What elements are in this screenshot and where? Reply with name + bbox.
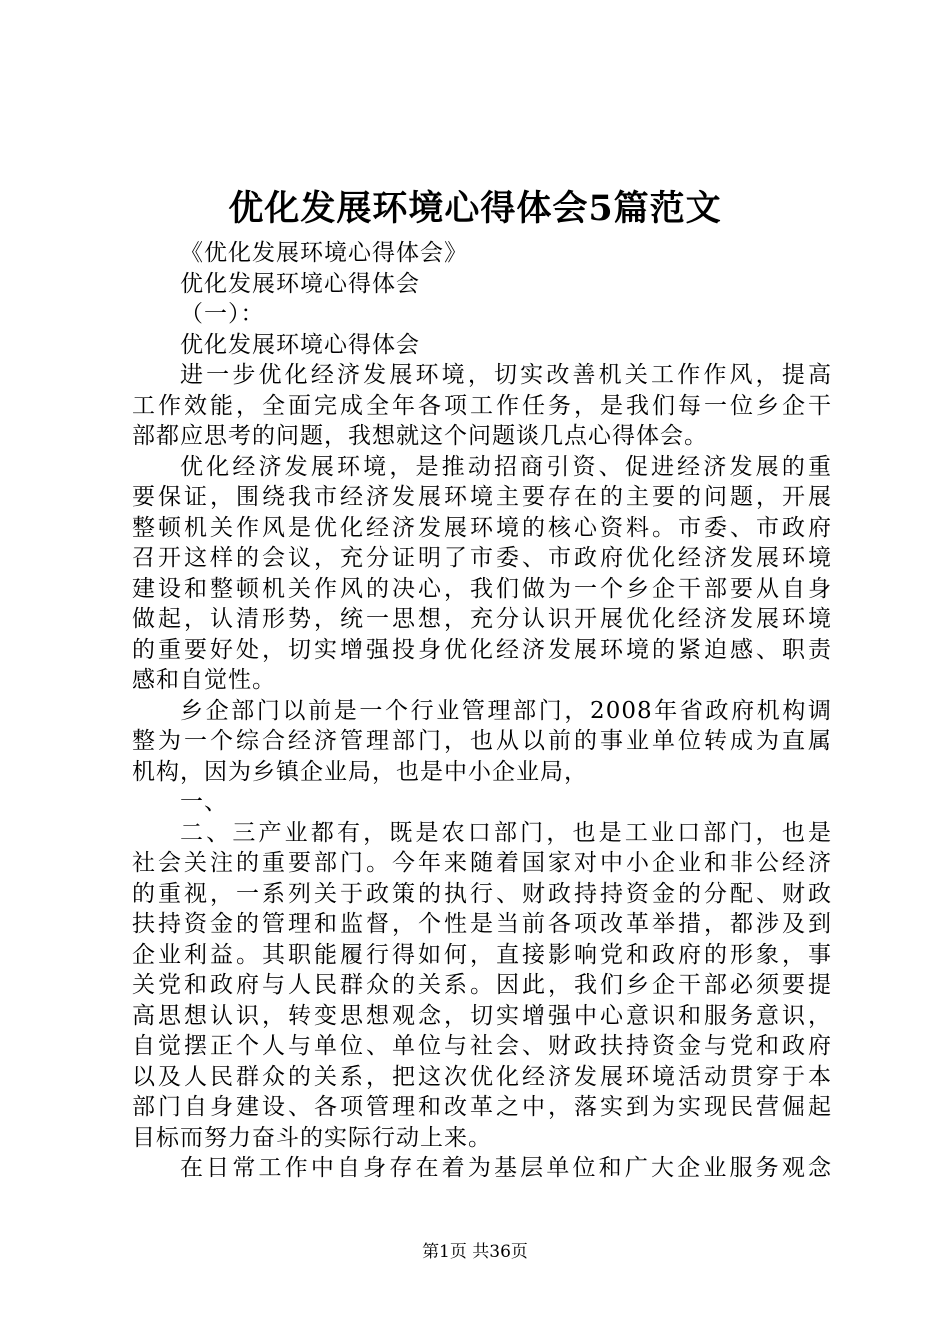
text-line: 二、三产业都有，既是农口部门，也是工业口部门，也是 bbox=[180, 819, 832, 846]
text-line: 优化发展环境心得体会 bbox=[180, 270, 420, 297]
text-line: 企业利益。其职能履行得如何，直接影响党和政府的形象，事 bbox=[132, 941, 832, 968]
text-line: 在日常工作中自身存在着为基层单位和广大企业服务观念 bbox=[180, 1155, 832, 1181]
text-line: （一）： bbox=[180, 301, 265, 327]
text-line: 《优化发展环境心得体会》 bbox=[180, 240, 468, 266]
text-line: 部门自身建设、各项管理和改革之中，落实到为实现民营倔起 bbox=[132, 1094, 832, 1120]
text-line: 工作效能，全面完成全年各项工作任务，是我们每一位乡企干 bbox=[132, 392, 832, 419]
text-line: 机构，因为乡镇企业局，也是中小企业局， bbox=[132, 758, 588, 785]
text-line: 做起，认清形势，统一思想，充分认识开展优化经济发展环境 bbox=[132, 606, 832, 632]
text-line: 建设和整顿机关作风的决心，我们做为一个乡企干部要从自身 bbox=[132, 575, 832, 602]
text-line: 召开这样的会议，充分证明了市委、市政府优化经济发展环境 bbox=[132, 545, 832, 571]
text-line: 一、 bbox=[180, 789, 228, 815]
text-line: 部都应思考的问题，我想就这个问题谈几点心得体会。 bbox=[132, 423, 708, 449]
text-line: 要保证，围绕我市经济发展环境主要存在的主要的问题，开展 bbox=[132, 484, 832, 510]
text-line: 感和自觉性。 bbox=[132, 667, 276, 693]
text-line: 自觉摆正个人与单位、单位与社会、财政扶持资金与党和政府 bbox=[132, 1033, 832, 1059]
text-line: 的重视，一系列关于政策的执行、财政持持资金的分配、财政 bbox=[132, 880, 832, 907]
text-line: 整为一个综合经济管理部门，也从以前的事业单位转成为直属 bbox=[132, 728, 832, 754]
document-title: 优化发展环境心得体会5篇范文 bbox=[228, 188, 722, 229]
page-footer: 第1页 共36页 bbox=[422, 1242, 528, 1262]
text-line: 扶持资金的管理和监督，个性是当前各项改革举措，都涉及到 bbox=[132, 911, 832, 937]
text-line: 优化发展环境心得体会 bbox=[180, 331, 420, 358]
text-line: 进一步优化经济发展环境，切实改善机关工作作风，提高 bbox=[180, 362, 832, 388]
text-line: 以及人民群众的关系，把这次优化经济发展环境活动贯穿于本 bbox=[132, 1063, 832, 1090]
text-line: 关党和政府与人民群众的关系。因此，我们乡企干部必须要提 bbox=[132, 972, 832, 998]
text-line: 社会关注的重要部门。今年来随着国家对中小企业和非公经济 bbox=[132, 850, 832, 876]
text-line: 乡企部门以前是一个行业管理部门，2008年省政府机构调 bbox=[180, 697, 832, 724]
text-line: 整顿机关作风是优化经济发展环境的核心资料。市委、市政府 bbox=[132, 514, 832, 541]
text-line: 的重要好处，切实增强投身优化经济发展环境的紧迫感、职责 bbox=[132, 636, 832, 663]
document-body bbox=[132, 238, 832, 1184]
text-line: 高思想认识，转变思想观念，切实增强中心意识和服务意识， bbox=[132, 1002, 832, 1029]
text-line: 目标而努力奋斗的实际行动上来。 bbox=[132, 1124, 492, 1151]
text-line: 优化经济发展环境，是推动招商引资、促进经济发展的重 bbox=[180, 453, 832, 480]
